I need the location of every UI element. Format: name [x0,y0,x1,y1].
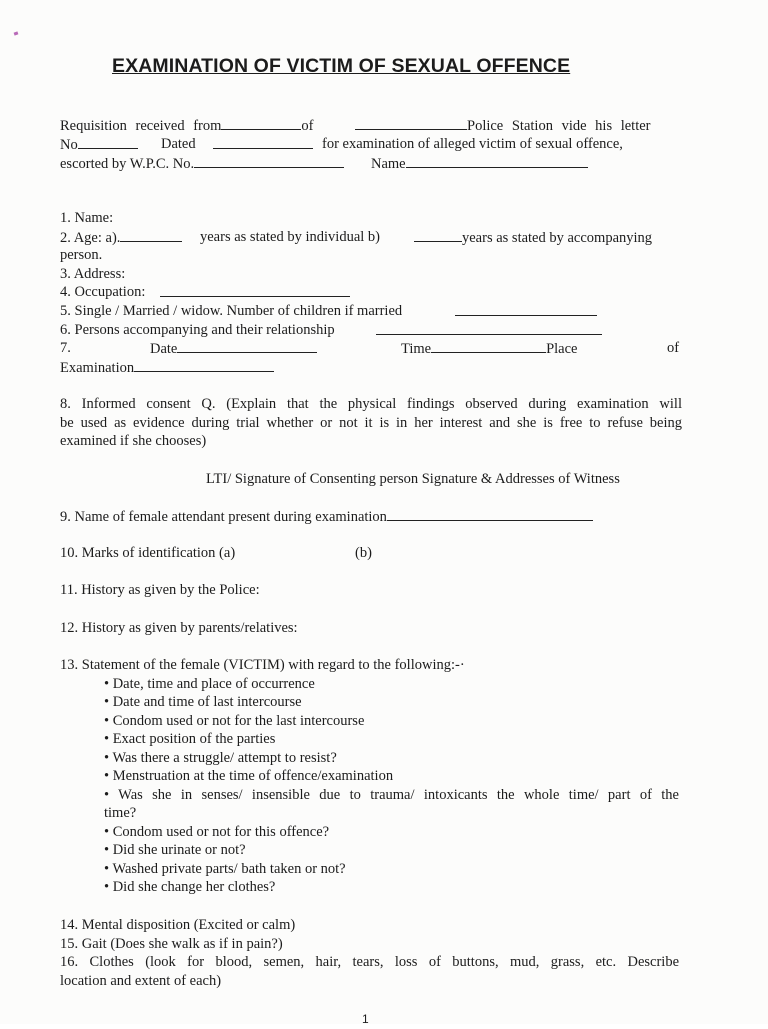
age-individual-blank[interactable] [120,228,182,242]
letter-no-blank[interactable] [78,135,138,149]
item-2-person: person. [60,247,103,263]
purpose-label: for examination of alleged victim of sexual offence, [322,136,623,152]
item-1-name: 1. Name: [60,210,114,226]
place-label: Place [546,341,578,357]
consent-signature-line: LTI/ Signature of Consenting person Signature & Addresses of Witness [206,471,620,487]
requisition-line-3 [60,154,344,174]
age-label: 2. Age: a). [60,230,121,246]
exam-date-blank[interactable] [177,339,317,353]
requisition-line-2 [60,135,138,155]
persons-blank[interactable] [376,321,602,335]
dated-label: Dated [161,136,196,152]
bullet-menstruation: • Menstruation at the time of offence/examination [104,768,394,784]
bullet-occurrence: • Date, time and place of occurrence [104,676,315,692]
wpc-no-blank[interactable] [194,154,344,168]
item-4-occupation-blank-wrap [160,283,350,303]
marital-label: 5. Single / Married / widow. Number of children if married [60,303,403,319]
persons-label: 6. Persons accompanying and their relationship [60,322,335,338]
item-11-police-history: 11. History as given by the Police: [60,582,260,598]
item-12-relatives-history: 12. History as given by parents/relatives: [60,620,298,636]
escorted-by-label: escorted by W.P.C. No. [60,156,195,172]
requisition-line-1b [355,116,651,136]
bullet-senses-line-1: • Was she in senses/ insensible due to trauma/ intoxicants the whole time/ part of the [104,787,679,803]
received-from-blank[interactable] [221,116,301,130]
requisition-line-1 [60,116,314,136]
bullet-position: • Exact position of the parties [104,731,276,747]
item-6-persons [60,321,335,340]
item-7-time [401,339,578,359]
item-6-blank-wrap [376,321,602,341]
bullet-condom-offence: • Condom used or not for this offence? [104,824,330,840]
item-5-blank-wrap [455,302,597,322]
exam-place-blank[interactable] [134,358,274,372]
item-10-marks-b: (b) [355,545,372,561]
item-10-marks: 10. Marks of identification (a) [60,545,236,561]
page-number: 1 [362,1012,369,1026]
page-title: EXAMINATION OF VICTIM OF SEXUAL OFFENCE [112,55,571,77]
item-15-gait: 15. Gait (Does she walk as if in pain?) [60,936,283,952]
bullet-struggle: • Was there a struggle/ attempt to resist? [104,750,337,766]
ink-mark [14,31,19,35]
item-8-line-2: be used as evidence during trial whether or not it is in her interest and she is free to refuse being [60,415,682,431]
examination-label: Examination [60,360,135,376]
item-8-line-3: examined if she chooses) [60,433,207,449]
bullet-urinate: • Did she urinate or not? [104,842,246,858]
item-2-age-individual [200,228,380,247]
item-9-attendant [60,507,593,527]
escort-name-blank[interactable] [406,154,588,168]
requisition-purpose [322,135,623,154]
attendant-blank[interactable] [387,507,593,521]
time-label: Time [401,341,432,357]
item-4-occupation [60,283,145,302]
item-16-clothes-line-1: 16. Clothes (look for blood, semen, hair, tears, loss of buttons, mud, grass, etc. Describe [60,954,679,970]
bullet-last-intercourse: • Date and time of last intercourse [104,694,302,710]
item-5-marital [60,302,402,321]
item-7-examination [60,358,274,378]
occupation-label: 4. Occupation: [60,284,146,300]
requisition-dated-blank-wrap [213,135,313,155]
children-blank[interactable] [455,302,597,316]
requisition-dated [161,135,196,154]
date-label: Date [150,341,178,357]
exam-time-blank[interactable] [431,339,546,353]
item-2-age [60,228,182,248]
age-accompanying-label: years as stated by accompanying [462,230,653,246]
item-2-age-accompanying [414,228,652,248]
of-label: of [301,118,314,134]
police-station-label: Police Station vide his letter [467,118,651,134]
item-13-statement: 13. Statement of the female (VICTIM) with regard to the following:-· [60,657,465,673]
requisition-received-from-label: Requisition received from [60,118,222,134]
item-14-mental: 14. Mental disposition (Excited or calm) [60,917,296,933]
item-7-number: 7. [60,340,71,356]
item-3-address: 3. Address: [60,266,126,282]
age-individual-label: years as stated by individual b) [200,229,380,245]
escort-name-label: Name [371,156,406,172]
police-station-blank[interactable] [355,116,467,130]
item-16-clothes-line-2: location and extent of each) [60,973,222,989]
attendant-label: 9. Name of female attendant present during examination [60,509,387,525]
age-accompanying-blank[interactable] [414,228,462,242]
bullet-clothes-changed: • Did she change her clothes? [104,879,276,895]
bullet-senses-line-2: time? [104,805,137,821]
item-7-date [150,339,317,359]
letter-no-label: No [60,137,78,153]
bullet-condom-last: • Condom used or not for the last intercourse [104,713,365,729]
dated-blank[interactable] [213,135,313,149]
item-8-line-1: 8. Informed consent Q. (Explain that the physical findings observed during examination will [60,396,682,412]
bullet-washed: • Washed private parts/ bath taken or not? [104,861,346,877]
occupation-blank[interactable] [160,283,350,297]
requisition-name [371,154,588,174]
item-7-of: of [667,340,680,356]
